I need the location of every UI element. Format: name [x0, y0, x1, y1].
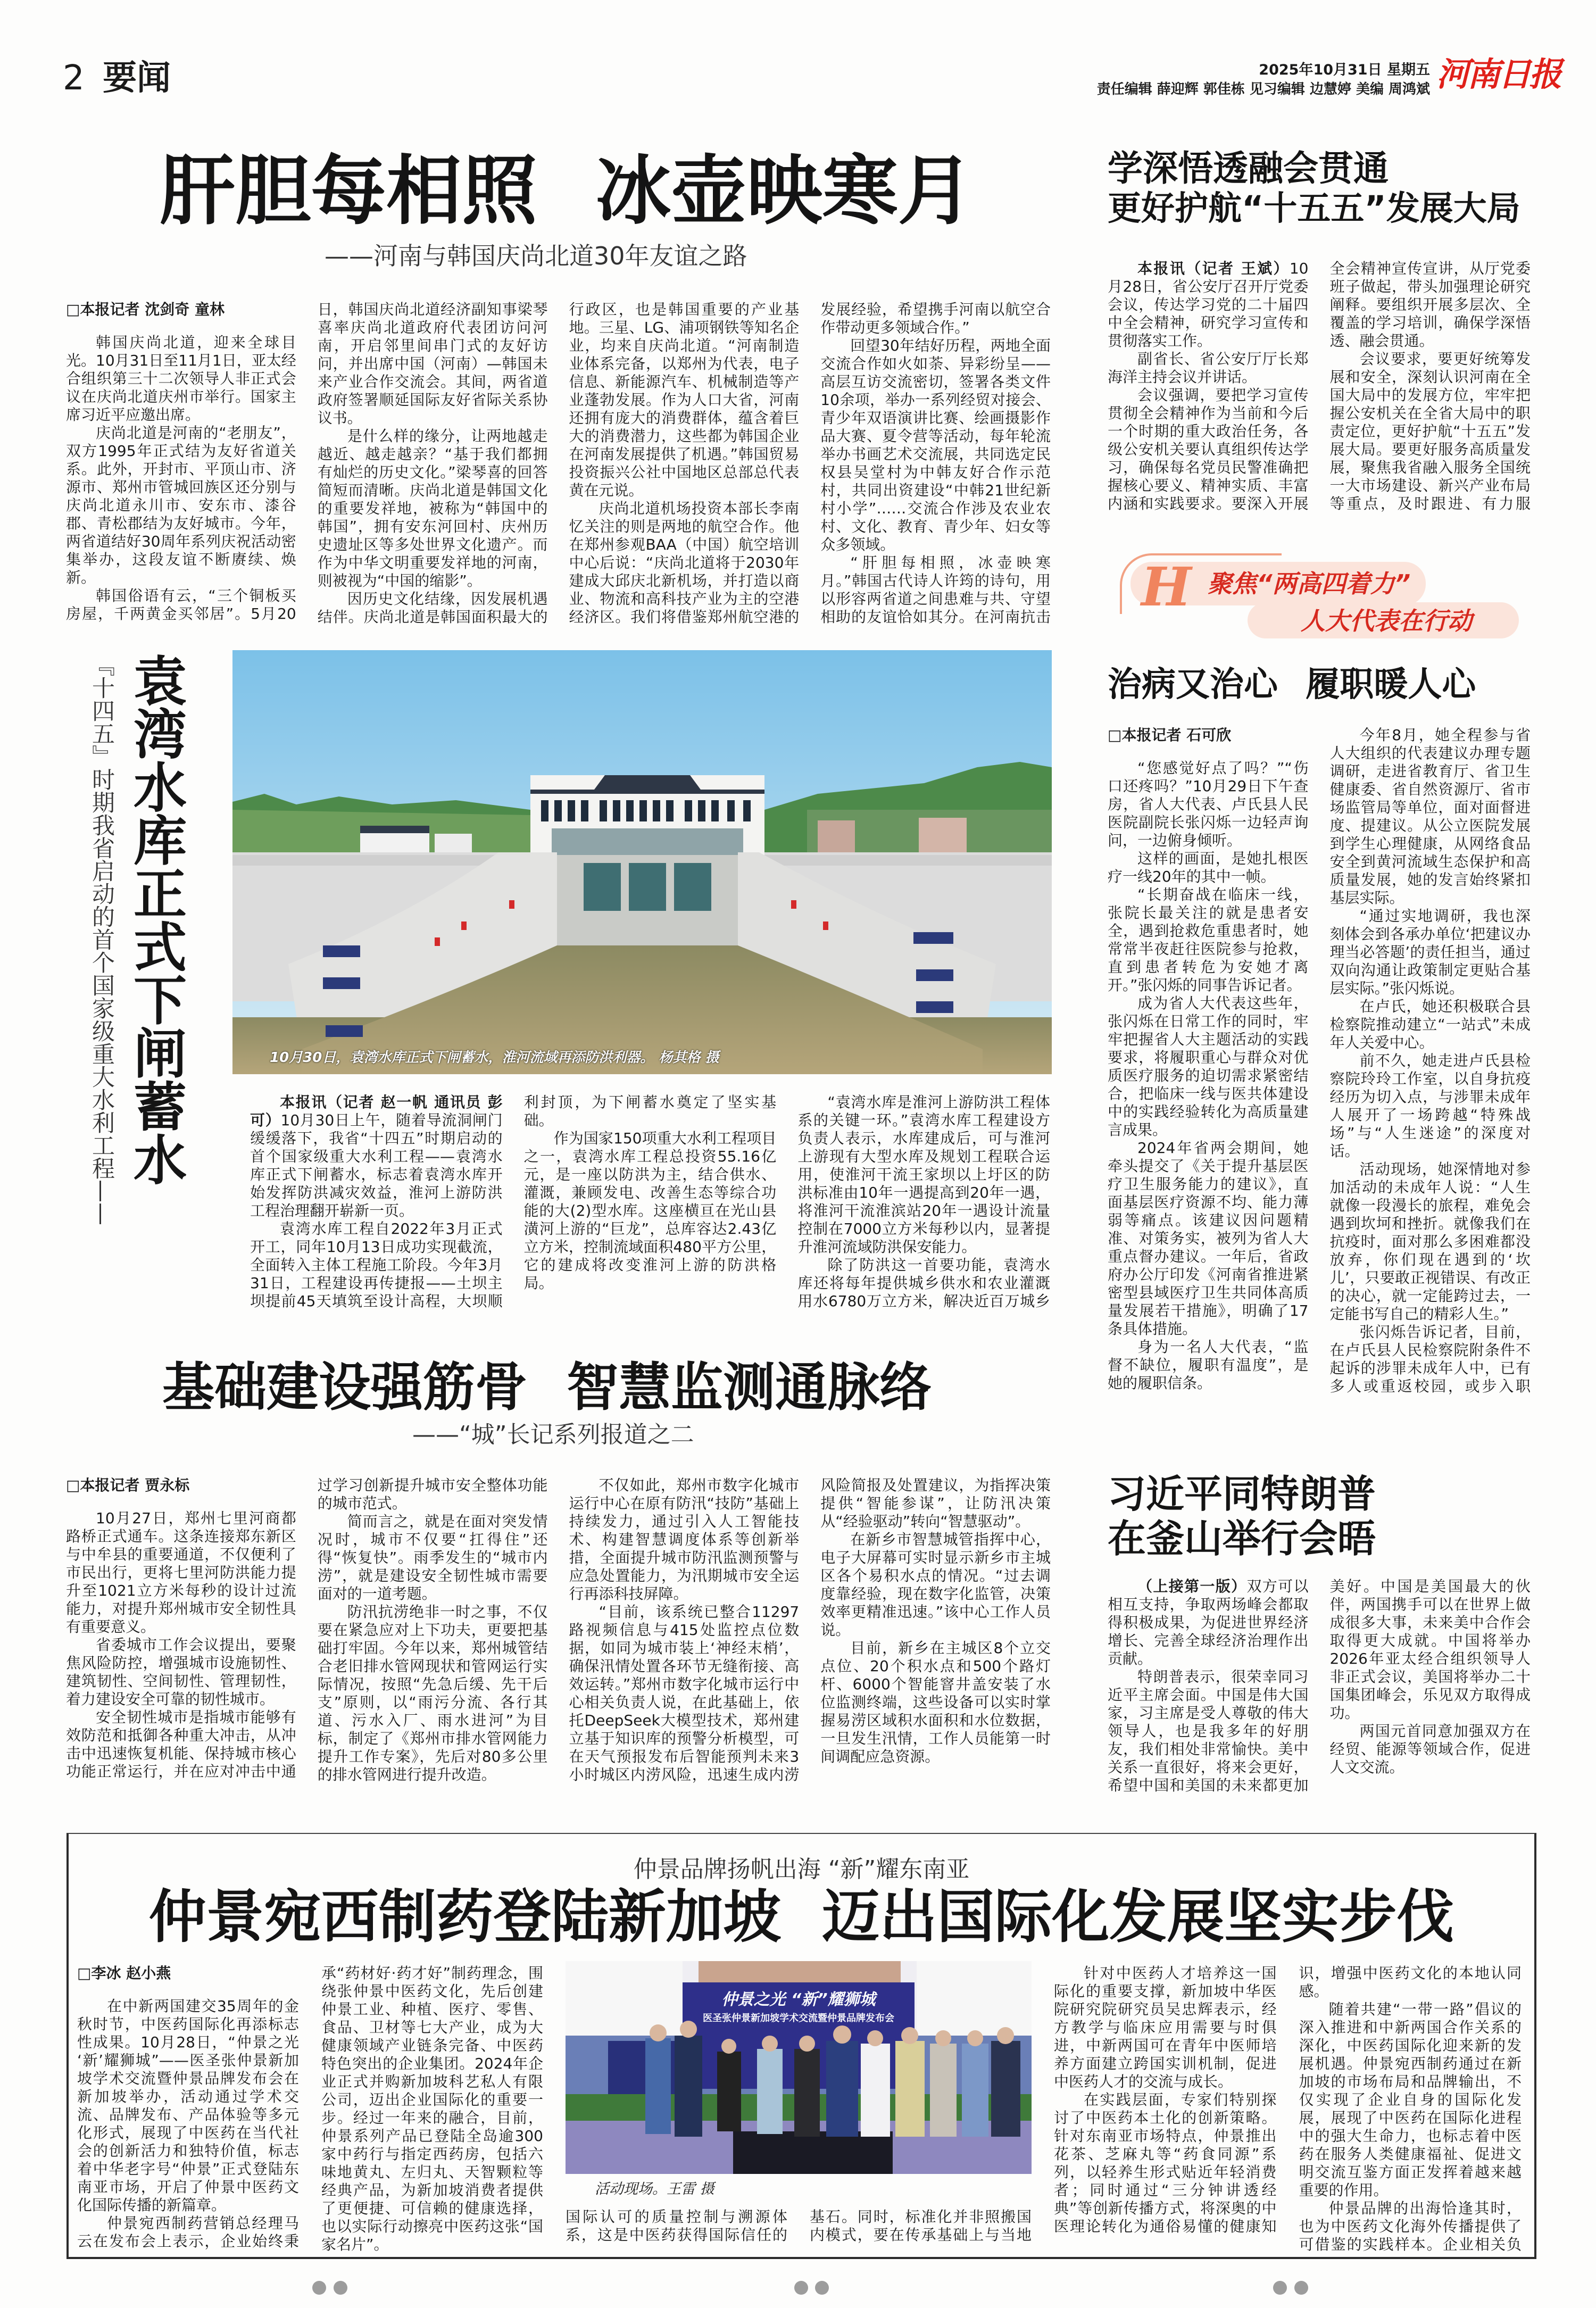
paragraph: 两国元首同意加强双方在经贸、能源等领域合作，促进人文交流。 [1329, 1722, 1531, 1776]
paragraph: 袁湾水库工程自2022年3月正式开工，同年10月13日成功实现截流，全面转入主体工程施工阶段。今年3月31日，工程建设再传捷报——土坝主坝提前45天填筑至设计高程，大坝顺利封顶，为下闸蓄水奠定了坚实基础。 [250, 1093, 777, 1310]
paragraph: 在中新两国建交35周年的金秋时节，中医药国际化再添标志性成果。10月28日，“仲景之光 ‘新’耀狮城”——医圣张仲景新加坡学术交流暨仲景品牌发布会在新加坡举办，活动通过学术交流、品牌发布、产品体验等多元化形式，展现了中医药在当代社会的创新活力和独特价值，标志着中华老字号“仲景”正式登陆东南亚市场，开启了仲景中医药文化国际传播的新篇章。 [77, 1997, 299, 2214]
photo-caption: 活动现场。王雷 摄 [595, 2181, 714, 2197]
issue-date: 2025年10月31日 星期五 [1259, 62, 1430, 78]
headline-pharma: 仲景宛西制药登陆新加坡 迈出国际化发展坚实步伐 [148, 1884, 1454, 1950]
article-police-body [1108, 260, 1531, 520]
paragraph: 前不久，她走进卢氏县检察院玲玲工作室，以自身抗疫经历为切入点，与涉罪未成年人展开了一场跨越“特殊战场”与“人生迷途”的深度对话。 [1329, 1052, 1531, 1160]
paragraph: 省委城市工作会议提出，要聚焦风险防控，增强城市设施韧性、建筑韧性、空间韧性、管理韧性，着力建设安全可靠的韧性城市。 [66, 1636, 296, 1708]
page-dot[interactable] [794, 2281, 808, 2295]
article-city-body [66, 1476, 1051, 1801]
paragraph: “袁湾水库是淮河上游防洪工程体系的关键一环。”袁湾水库工程建设方负责人表示，水库建成后，可与淮河上游现有大型水库及规划工程联合运用，使淮河干流王家坝以上圩区的防洪标准由10年一遇提高到20年一遇，将淮河干流淮滨站20年一遇设计流量控制在7000立方米每秒以内，显著提升淮河流域防洪保安能力。 [797, 1093, 1050, 1256]
banner-line2: 人大代表在行动 [1301, 607, 1472, 635]
paragraph: “长期奋战在临床一线，张院长最关注的就是患者安全，遇到抢救危重患者时，她常常半夜赶往医院参与抢救，直到患者转危为安她才离开。”张闪烁的同事告诉记者。 [1108, 886, 1309, 994]
byline: □本报记者 沈剑奇 童林 [66, 301, 225, 318]
page-dot[interactable] [815, 2281, 829, 2295]
subheadline-korea: ——河南与韩国庆尚北道30年友谊之路 [325, 242, 747, 270]
lead-text: 双方可以相互支持，争取两场峰会都取得积极成果，为促进世界经济增长、完善全球经济治理作出贡献。 [1108, 1578, 1309, 1667]
dateline: 本报讯（记者 赵一帆 通讯员 彭可） [250, 1093, 503, 1129]
lead-paragraph [1108, 1578, 1309, 1668]
page-header [63, 60, 171, 97]
page-number: 2 [63, 59, 85, 98]
paragraph: 会议要求，要更好统筹发展和安全，深刻认识河南在全国大局中的发展方位，牢牢把握公安机关在全省大局中的职责定位，更好护航“十五五”发展大局。要更好服务高质量发展，聚焦我省融入服务全国统一大市场建设、新兴产业布局等重点，及时跟进、有力服 [1329, 350, 1531, 512]
headline-doctor: 治病又治心 履职暖人心 [1108, 665, 1476, 704]
editors-line: 责任编辑 薛迎辉 郭佳栋 见习编辑 边慧婷 美编 周鸿斌 [1096, 81, 1430, 97]
paragraph: 在新乡市智慧城管指挥中心，电子大屏幕可实时显示新乡市主城区各个易积水点的情况。“过去调度靠经验，现在数字化监管，决策效率更精准迅速。”该中心工作人员说。 [820, 1531, 1051, 1639]
headline-city: 基础建设强筋骨 智慧监测通脉络 [162, 1357, 932, 1418]
article-pharma-body-c [1054, 1964, 1522, 2260]
page-dot[interactable] [1273, 2281, 1287, 2295]
lead-paragraph [1108, 260, 1309, 350]
paragraph: 2024年省两会期间，她牵头提交了《关于提升基层医疗卫生服务能力的建议》，直面基层医疗资源不均、能力薄弱等痛点。该建议因问题精准、对策务实，被列为省人大重点督办建议。一年后，省政府办公厅印发《河南省推进紧密型县域医疗卫生共同体高质量发展若干措施》，明确了17条具体措施。 [1108, 1139, 1309, 1338]
dam-photo-graphic [232, 650, 1052, 1074]
dateline: 本报讯（记者 王斌） [1137, 260, 1290, 277]
byline: □李冰 赵小燕 [77, 1964, 171, 1982]
paragraph: 庆尚北道机场投资本部长李南忆关注的则是两地的航空合作。他在郑州参观BAA（中国）航空培训中心后说：“庆尚北道将于2030年建成大邱庆北新机场，并打造以商业、物流和高科技产业为主的空港经济区。我们将借鉴郑州航空港的发展经验，希望携手河南以航空合作带动更多领域合作。” [569, 301, 1051, 626]
paragraph: 韩国俗语有云，“三个铜板买房屋，千两黄金买邻居”。5月20日，韩国庆尚北道经济副知事梁琴喜率庆尚北道政府代表团访问河南，开启邻里间串门式的友好访问，并出席中国（河南）—韩国未来产业合作交流会。其间，两省道政府签署顺延国际友好省际关系协议书。 [66, 301, 548, 622]
paragraph: 特朗普表示，很荣幸同习近平主席会面。中国是伟大国家，习主席是受人尊敬的伟大领导人，也是我多年的好朋友，我们相处非常愉快。美中关系一直很好，将来会更好，希望中国和美国的未来都更加美好。中国是美国最大的伙伴，两国携手可以在世界上做成很多大事，未来美中合作会取得更大成就。中国将举办2026年亚太经合组织领导人非正式会议，美国将举办二十国集团峰会，乐见双方取得成功。 [1108, 1578, 1531, 1794]
banner-line1: 聚焦“两高四着力” [1208, 569, 1411, 598]
event-photo [566, 1961, 1032, 2174]
lead-text: 10月30日上午，随着导流洞闸门缓缓落下，我省“十四五”时期启动的首个国家级重大水利工程——袁湾水库正式下闸蓄水，标志着袁湾水库开始发挥防洪减灾效益，淮河上游防洪工程治理翻开崭新一页。 [250, 1111, 503, 1219]
paragraph: 10月27日，郑州七里河商都路桥正式通车。这条连接郑东新区与中牟县的重要通道，不仅便利了市民出行，更将七里河防洪能力提升至1021立方米每秒的设计过流能力，对提升郑州城市安全韧性具有重要意义。 [66, 1509, 296, 1635]
article-pharma-body-b [566, 2208, 1032, 2251]
subheadline-city: ——“城”长记系列报道之二 [412, 1421, 694, 1448]
page-dot[interactable] [334, 2281, 347, 2295]
paragraph: 活动现场，她深情地对参加活动的未成年人说：“人生就像一段漫长的旅程，难免会遇到坎坷和挫折。就像我们在抗疫时，面对那么多困难都没放弃，你们现在遇到的‘坎儿’，只要敢正视错误、有改正的决心，就一定能跨过去，一定能书写自己的精彩人生。” [1329, 1160, 1531, 1323]
headline-korea: 肝胆每相照 冰壶映寒月 [160, 147, 974, 235]
paragraph: 简而言之，就是在面对突发情况时，城市不仅要“扛得住”还得“恢复快”。雨季发生的“城市内涝”，就是建设安全韧性城市需要面对的一道考题。 [317, 1513, 548, 1603]
photo-banner-subtitle: 医圣张仲景新加坡学术交流暨仲景品牌发布会 [703, 2013, 894, 2024]
page-dot[interactable] [312, 2281, 326, 2295]
paragraph: 仲景宛西制药营销总经理马云在发布会上表示，企业始终秉承“药材好·药才好”制药理念，围绕张仲景中医药文化，先后创建仲景工业、种植、医疗、零售、食品、卫材等七大产业，成为大健康领域产业链条完备、中医药特色突出的企业集团。2024年企业正式并购新加坡科艺私人有限公司，迈出企业国际化的重要一步。经过一年来的融合，目前，仲景系列产品已登陆全岛逾300家中药行与指定西药房，包括六味地黄丸、左归丸、天智颗粒等经典产品，为新加坡消费者提供了更便捷、可信赖的健康选择，也以实际行动擦亮中医药这张“国家名片”。 [77, 1964, 543, 2253]
paragraph: 针对中医药人才培养这一国际化的重要支撑，新加坡中华医院研究院研究员吴忠辉表示，经方教学与临床应用需要与时俱进，中新两国可在青年中医师培养方面建立跨国实训机制，促进中医药人才的交流与成长。 [1054, 1964, 1277, 2090]
banner-h-letter: H [1141, 555, 1192, 618]
paragraph: 国际认可的质量控制与溯源体系，这是中医药获得国际信任的基石。同时，标准化并非照搬国内模式，要在传承基础上与当地 [566, 2208, 1032, 2244]
headline-police-line2: 更好护航“十五五”发展大局 [1108, 189, 1520, 228]
paragraph: 在实践层面，专家们特别探讨了中医药本土化的创新策略。针对东南亚市场特点，仲景推出花茶、芝麻丸等“药食同源”系列，以轻养生形式贴近年轻消费者；同时通过“三分钟讲透经典”等创新传播方式，将深奥的中医理论转化为通俗易懂的健康知识，增强中医药文化的本地认同感。 [1054, 1964, 1522, 2235]
article-reservoir-body [250, 1093, 1050, 1317]
headline-police-line1: 学深悟透融会贯通 [1108, 148, 1389, 189]
headline-summit-line1: 习近平同特朗普 [1108, 1472, 1376, 1516]
article-doctor-body [1108, 726, 1531, 1418]
paragraph: “通过实地调研，我也深刻体会到各承办单位‘把建议办理当必答题’的责任担当，通过双向沟通让政策制定更贴合基层实际。”张闪烁说。 [1329, 907, 1531, 997]
paragraph: 副省长、省公安厅厅长郑海洋主持会议并讲话。 [1108, 350, 1309, 386]
page-dot[interactable] [1294, 2281, 1308, 2295]
byline: □本报记者 石可欣 [1108, 726, 1232, 744]
column-banner [1120, 553, 1524, 638]
dateline: （上接第一版） [1137, 1578, 1247, 1595]
paragraph: 身为一名人大代表，“监督不缺位，履职有温度”，是她的履职信条。 [1108, 1338, 1309, 1392]
photo-caption: 10月30日，袁湾水库正式下闸蓄水，淮河流域再添防洪利器。 杨其格 摄 [270, 1050, 719, 1066]
paragraph: 庆尚北道是河南的“老朋友”，双方1995年正式结为友好省道关系。此外，开封市、平顶山市、济源市、郑州市管城回族区还分别与庆尚北道永川市、安东市、漆谷郡、青松郡结为友好城市。今年，两省道结好30周年系列庆祝活动密集举办，这段友谊不断赓续、焕新。 [66, 424, 296, 586]
paragraph: 是什么样的缘分，让两地越走越近、越走越亲？“基于我们都拥有灿烂的历史文化。”梁琴喜的回答简短而清晰。庆尚北道是韩国文化的重要发祥地，被称为“韩国中的韩国”，拥有安东河回村、庆州历史遗址区等多处世界文化遗产。而作为中华文明重要发祥地的河南，则被视为“中国的缩影”。 [317, 427, 548, 590]
paragraph: 在卢氏，她还积极联合县检察院推动建立“一站式”未成年人关爱中心。 [1329, 998, 1531, 1051]
article-korea-body [66, 301, 1051, 633]
headline-summit-line2: 在釜山举行会晤 [1108, 1516, 1376, 1561]
section-name: 要闻 [103, 59, 171, 98]
lead-text: 10月28日，省公安厅召开厅党委会议，传达学习党的二十届四中全会精神，研究学习宣传和贯彻落实工作。 [1108, 260, 1309, 350]
paragraph: 韩国庆尚北道，迎来全球目光。10月31日至11月1日，亚太经合组织第三十二次领导人非正式会议在庆尚北道庆州市举行。国家主席习近平应邀出席。 [66, 334, 296, 424]
paragraph: “目前，该系统已整合11297路视频信息与415处监控点位数据，如同为城市装上‘神经末梢’，确保汛情处置各环节无缝衔接、高效运转。”郑州市数字化城市运行中心相关负责人说，在此基础上，依托DeepSeek大模型技术，郑州建立基于知识库的预警分析模型，可在天气预报发布后智能预判未来3小时城区内涝风险，迅速生成内涝风险简报及处置建议，为指挥决策提供“智能参谋”，让防汛决策从“经验驱动”转向“智慧驱动”。 [569, 1476, 1051, 1783]
paragraph: 防汛抗涝绝非一时之事，不仅要在紧急应对上下功夫，更要把基础打牢固。今年以来，郑州城管结合老旧排水管网现状和管网运行实际情况，按照“先急后缓、先干后支”原则，以“雨污分流、各行其道、污水入厂、雨水进河”为目标，制定了《郑州市排水管网能力提升工作专案》，先后对80多公里的排水管网进行提升改造。 [317, 1603, 548, 1783]
lead-paragraph [250, 1093, 503, 1220]
kicker-pharma: 仲景品牌扬帆出海 “新”耀东南亚 [633, 1856, 970, 1883]
newspaper-logo: 河南日报 [1436, 55, 1560, 94]
paragraph: 仲景品牌的出海恰逢其时，也为中医药文化海外传播提供了可借鉴的实践样本。企业相关负 [1299, 2199, 1522, 2253]
paragraph: 目前，新乡在主城区8个立交点位、20个积水点和500个路灯杆、6000个智能窨井盖安装了水位监测终端，这些设备可以实时掌握易涝区域积水面积和水位数据，一旦发生汛情，工作人员能第一时间调配应急资源。 [820, 1639, 1051, 1765]
reservoir-photo [232, 650, 1052, 1074]
headline-reservoir: 袁湾水库正式下闸蓄水 [124, 653, 187, 1185]
article-pharma-body-a [77, 1964, 543, 2260]
paragraph: 成为省人大代表这些年，张闪烁在日常工作的同时，牢牢把握省人大主题活动的实践要求，将履职重心与群众对优质医疗服务的迫切需求紧密结合，把临床一线与医共体建设中的实践经验转化为高质量建言成果。 [1108, 994, 1309, 1139]
paragraph: 随着共建“一带一路”倡议的深入推进和中新两国合作关系的深化，中医药国际化迎来新的发展机遇。仲景宛西制药通过在新加坡的市场布局和品牌输出，不仅实现了企业自身的国际化发展，展现了中医药在国际化进程中的强大生命力，也标志着中医药在服务人类健康福祉、促进文明交流互鉴方面正发挥着越来越重要的作用。 [1299, 2000, 1522, 2199]
paragraph: “您感觉好点了吗？”“伤口还疼吗？”10月29日下午查房，省人大代表、卢氏县人民医院副院长张闪烁一边轻声询问，一边俯身倾听。 [1108, 759, 1309, 849]
paragraph: 安全韧性城市是指城市能够有效防范和抵御各种重大冲击，从冲击中迅速恢复机能、保持城市核心功能正常运行，并在应对冲击中通过学习创新提升城市安全整体功能的城市范式。 [66, 1476, 548, 1780]
paragraph: 除了防洪这一首要功能，袁湾水库还将每年提供城乡供水和农业灌溉用水6780万立方米，解决近百万城乡 [797, 1256, 1050, 1310]
paragraph: 作为国家150项重大水利工程项目之一，袁湾水库工程总投资55.16亿元，是一座以防洪为主，结合供水、灌溉，兼顾发电、改善生态等综合功能的大(2)型水库。这座横亘在光山县潢河上游的“巨龙”，总库容达2.43亿立方米，控制流域面积480平方公里，它的建成将改变淮河上游的防洪格局。 [523, 1130, 777, 1292]
paragraph: “肝胆每相照，冰壶映寒月。”韩国古代诗人许筠的诗句，用以形容两省道之间患难与共、守望相助的友谊恰如其分。在河南抗击 [820, 554, 1051, 626]
paragraph: 会议强调，要把学习宣传贯彻全会精神作为当前和今后一个时期的重大政治任务，各级公安机关要认真组织传达学习，确保每名党员民警准确把握核心要义、精神实质、丰富内涵和实践要求。要深入开展全会精神宣传宣讲，从厅党委班子做起，带头加强理论研究阐释。要组织开展多层次、全覆盖的学习培训，确保学深悟透、融会贯通。 [1108, 260, 1531, 512]
paragraph: 因历史文化结缘，因发展机遇结伴。庆尚北道是韩国面积最大的行政区，也是韩国重要的产业基地。三星、LG、浦项钢铁等知名企业，均来自庆尚北道。“河南制造业体系完备，以郑州为代表，电子信息、新能源汽车、机械制造等产业蓬勃发展。作为人口大省，河南还拥有庞大的消费群体，蕴含着巨大的消费潜力，这些都为韩国企业在河南发展提供了机遇。”韩国贸易投资振兴公社中国地区总部总代表黄在元说。 [317, 301, 800, 626]
paragraph: 这样的画面，是她扎根医疗一线20年的其中一帧。 [1108, 850, 1309, 885]
byline: □本报记者 贾永标 [66, 1476, 190, 1494]
photo-banner-title: 仲景之光 “新”耀狮城 [721, 1990, 876, 2009]
paragraph: 张闪烁告诉记者，目前，在卢氏县人民检察院附条件不起诉的涉罪未成年人中，已有多人或重返校园，或步入职 [1329, 1323, 1531, 1395]
paragraph: 回望30年结好历程，两地全面交流合作如火如荼、异彩纷呈——高层互访交流密切，签署各类文件10余项，举办一系列经贸对接会、青少年双语演讲比赛、绘画摄影作品大赛、夏令营等活动，每年轮流举办书画艺术交流展，共同选定民权县吴堂村为中韩友好合作示范村，共同出资建设“中韩21世纪新村小学”……交流合作涉及农业农村、文化、教育、青少年、妇女等众多领域。 [820, 337, 1051, 553]
paragraph: 不仅如此，郑州市数字化城市运行中心在原有防汛“技防”基础上持续发力，通过引入人工智能技术、构建智慧调度体系等创新举措，全面提升城市防汛监测预警与应急处置能力，为汛期城市安全运行再添科技屏障。 [569, 1476, 800, 1603]
paragraph: 今年8月，她全程参与省人大组织的代表建议办理专题调研，走进省教育厅、省卫生健康委、省自然资源厅、省市场监管局等单位，面对面督进度、提建议。从公立医院发展到学生心理健康，从网络食品安全到黄河流域生态保护和高质量发展，她的发言始终紧扣基层实际。 [1329, 726, 1531, 907]
article-summit-body [1108, 1578, 1531, 1798]
subheadline-reservoir: 『十四五』时期我省启动的首个国家级重大水利工程—— [88, 653, 115, 1225]
